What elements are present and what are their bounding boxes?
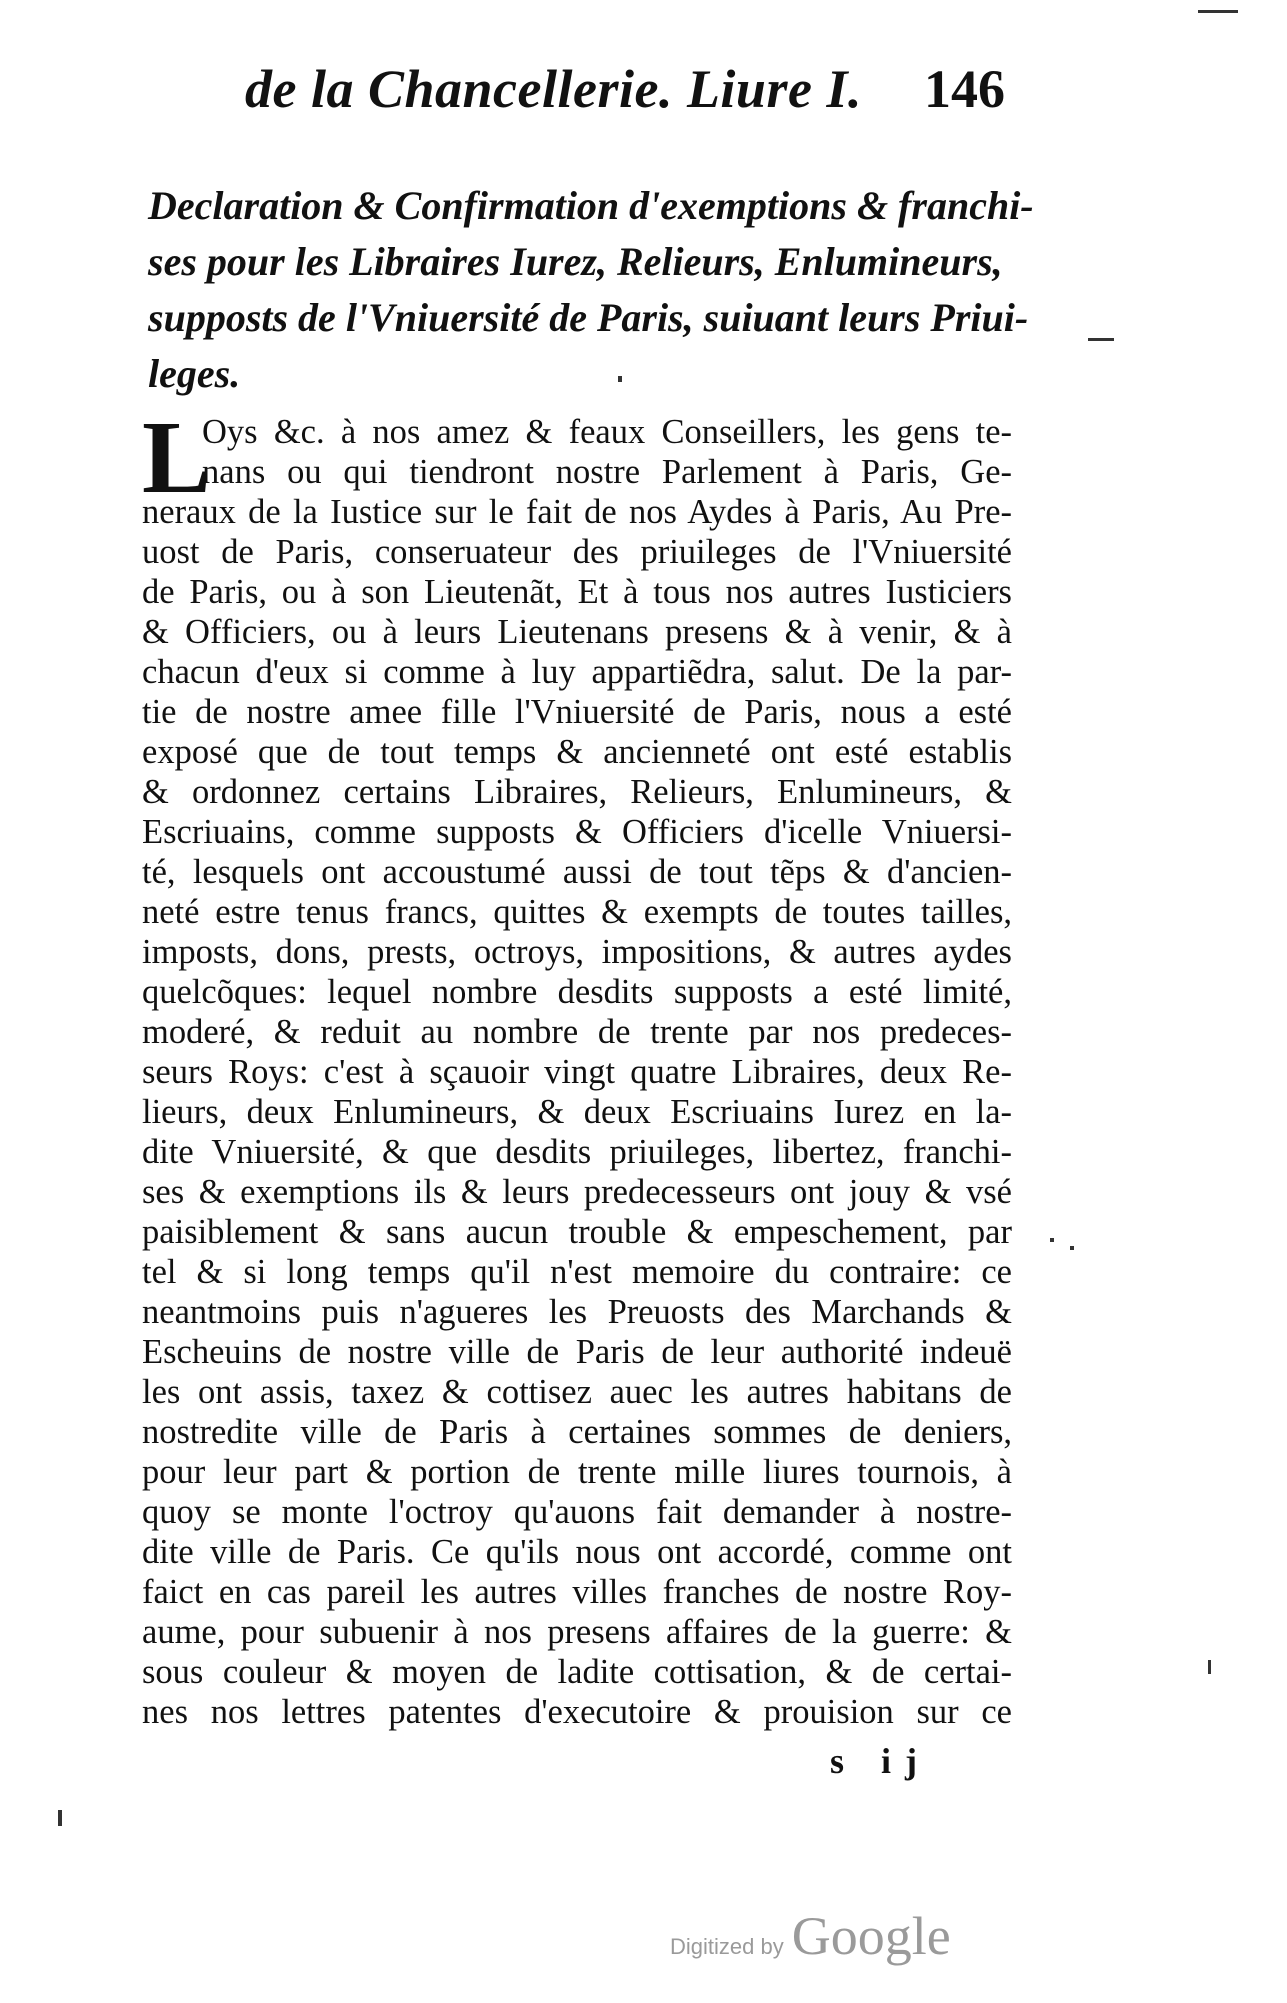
text-line: chacun d'eux si comme à luy appartiẽdra, salut. De la par- [142,653,1012,691]
text-line: seurs Roys: c'est à sçauoir vingt quatre Libraires, deux Re- [142,1053,1012,1091]
text-line: nostredite ville de Paris à certaines sommes de deniers, [142,1413,1012,1451]
heading-line: ses pour les Libraires Iurez, Relieurs, Enlumineurs, [148,239,1003,284]
text-line: lieurs, deux Enlumineurs, & deux Escriuains Iurez en la- [142,1093,1012,1131]
text-line: & ordonnez certains Libraires, Relieurs, Enlumineurs, & [142,773,1012,811]
text-line: uost de Paris, conseruateur des priuileges de l'Vniuersité [142,533,1012,571]
text-line: dite ville de Paris. Ce qu'ils nous ont accordé, comme ont [142,1533,1012,1571]
text-line: de Paris, ou à son Lieutenãt, Et à tous nos autres Iusticiers [142,573,1012,611]
drop-cap: L [142,400,212,515]
scan-speck [58,1810,62,1826]
text-line: nes nos lettres patentes d'executoire & prouision sur ce [142,1693,1012,1731]
signature-mark: s ij [830,1741,931,1781]
text-line: imposts, dons, prests, octroys, impositions, & autres aydes [142,933,1012,971]
text-line: neraux de la Iustice sur le fait de nos Aydes à Paris, Au Pre- [142,493,1012,531]
running-title: de la Chancellerie. Liure I. [245,59,862,119]
text-line: tel & si long temps qu'il n'est memoire du contraire: ce [142,1253,1012,1291]
text-line: té, lesquels ont accoustumé aussi de tout tẽps & d'ancien- [142,853,1012,891]
text-line: dite Vniuersité, & que desdits priuileges, libertez, franchi- [142,1133,1012,1171]
scan-speck [1208,1660,1211,1674]
scan-speck [1198,10,1238,13]
text-line: les ont assis, taxez & cottisez auec les autres habitans de [142,1373,1012,1411]
text-line: nans ou qui tiendront nostre Parlement à Paris, Ge- [202,453,1012,491]
digitized-by-google-watermark [670,1905,951,1967]
text-line: moderé, & reduit au nombre de trente par nos predeces- [142,1013,1012,1051]
scan-speck [618,376,622,382]
running-head [245,58,1005,138]
section-heading [148,178,1034,402]
heading-line: leges. [148,351,241,396]
page-number: 146 [924,59,1005,119]
watermark-google-logo: Google [791,1906,951,1966]
text-line: neantmoins puis n'agueres les Preuosts des Marchands & [142,1293,1012,1331]
text-line: sous couleur & moyen de ladite cottisation, & de certai- [142,1653,1012,1691]
text-line: & Officiers, ou à leurs Lieutenans presens & à venir, & à [142,613,1012,651]
heading-line: supposts de l'Vniuersité de Paris, suiuant leurs Priui- [148,295,1029,340]
text-line: quelcõques: lequel nombre desdits supposts a esté limité, [142,973,1012,1011]
text-line: exposé que de tout temps & ancienneté ont esté establis [142,733,1012,771]
body-text [142,412,1012,1732]
text-line: quoy se monte l'octroy qu'auons fait demander à nostre- [142,1493,1012,1531]
text-line: faict en cas pareil les autres villes franches de nostre Roy- [142,1573,1012,1611]
text-line: paisiblement & sans aucun trouble & empeschement, par [142,1213,1012,1251]
scan-speck [1050,1238,1054,1242]
text-line: Escheuins de nostre ville de Paris de leur authorité indeuë [142,1333,1012,1371]
scan-speck [1088,338,1114,341]
text-line: ses & exemptions ils & leurs predecesseurs ont jouy & vsé [142,1173,1012,1211]
text-line: Oys &c. à nos amez & feaux Conseillers, les gens te- [202,413,1012,451]
text-line: tie de nostre amee fille l'Vniuersité de Paris, nous a esté [142,693,1012,731]
scan-speck [1070,1246,1074,1250]
heading-line: Declaration & Confirmation d'exemptions & franchi- [148,183,1034,228]
text-line: neté estre tenus francs, quittes & exempts de toutes tailles, [142,893,1012,931]
text-line: pour leur part & portion de trente mille liures tournois, à [142,1453,1012,1491]
text-line: Escriuains, comme supposts & Officiers d'icelle Vniuersi- [142,813,1012,851]
text-line: aume, pour subuenir à nos presens affaires de la guerre: & [142,1613,1012,1651]
watermark-digitized-text: Digitized by [670,1934,784,1959]
